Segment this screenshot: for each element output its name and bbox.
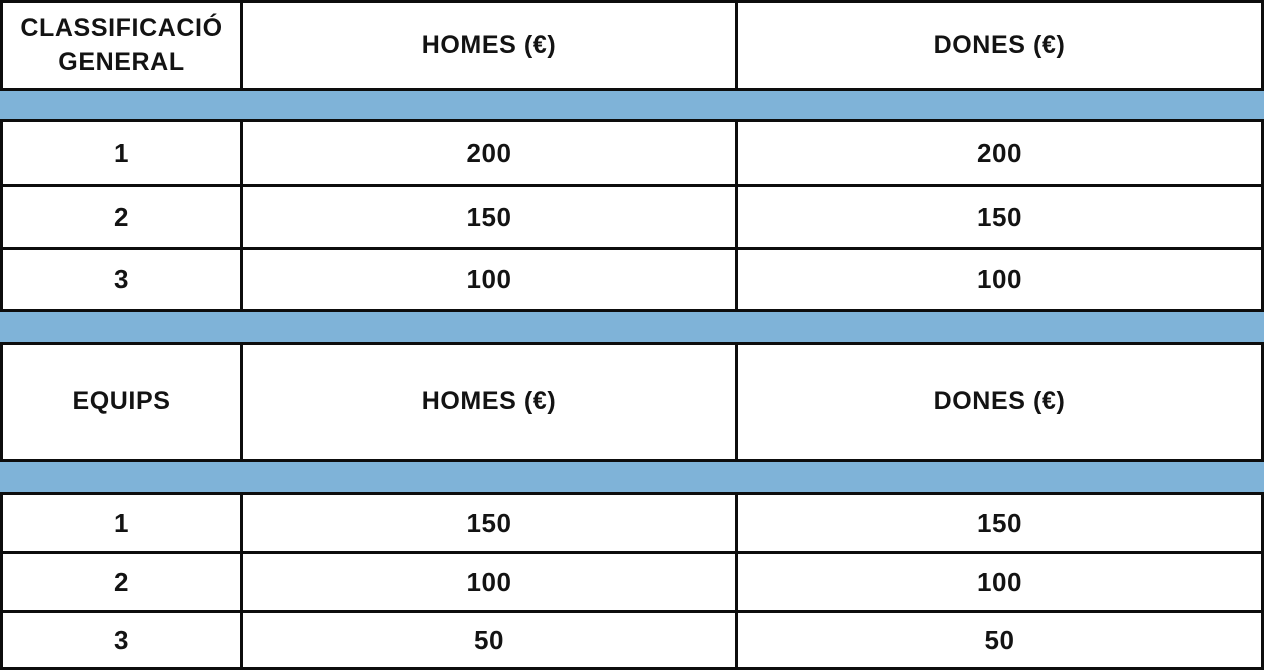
separator-bar-top xyxy=(0,88,1264,119)
homes-prize-cell xyxy=(243,187,738,247)
general-dones-header-cell xyxy=(738,3,1261,88)
position-cell xyxy=(3,495,243,551)
general-row-2 xyxy=(3,184,1261,247)
position-value: 3 xyxy=(114,264,129,294)
homes-prize-cell xyxy=(243,613,738,667)
general-header-row xyxy=(3,3,1261,88)
position-value: 1 xyxy=(114,137,129,168)
homes-prize-value: 200 xyxy=(466,137,512,168)
position-value: 2 xyxy=(114,566,129,597)
equips-row-2 xyxy=(3,551,1261,610)
homes-prize-value: 50 xyxy=(474,624,504,655)
dones-prize-cell xyxy=(738,250,1261,309)
equips-dones-header-cell xyxy=(738,345,1261,459)
position-cell xyxy=(3,122,243,184)
dones-column-label: DONES (€) xyxy=(933,30,1066,59)
position-cell xyxy=(3,187,243,247)
homes-column-label: HOMES (€) xyxy=(421,30,557,59)
homes-prize-value: 150 xyxy=(466,201,512,232)
dones-prize-cell xyxy=(738,187,1261,247)
dones-prize-cell xyxy=(738,554,1261,610)
general-row-1 xyxy=(3,119,1261,184)
homes-prize-cell xyxy=(243,554,738,610)
general-title-label: CLASSIFICACIÓ GENERAL xyxy=(20,13,223,76)
dones-prize-cell xyxy=(738,122,1261,184)
dones-prize-value: 200 xyxy=(977,137,1022,168)
position-value: 2 xyxy=(114,201,129,232)
dones-prize-value: 150 xyxy=(977,507,1022,538)
homes-prize-value: 100 xyxy=(466,566,512,597)
homes-prize-value: 100 xyxy=(466,264,512,294)
dones-prize-value: 100 xyxy=(977,264,1022,294)
dones-prize-value: 150 xyxy=(977,201,1022,232)
homes-prize-value: 150 xyxy=(466,507,512,538)
general-title-cell xyxy=(3,3,243,88)
general-row-3 xyxy=(3,247,1261,309)
equips-title-cell xyxy=(3,345,243,459)
homes-prize-cell xyxy=(243,495,738,551)
position-cell xyxy=(3,554,243,610)
dones-prize-value: 50 xyxy=(984,624,1015,655)
position-value: 3 xyxy=(114,624,129,655)
equips-header-row xyxy=(3,342,1261,459)
homes-column-label: HOMES (€) xyxy=(421,387,557,416)
separator-bar-middle xyxy=(0,309,1264,342)
dones-prize-value: 100 xyxy=(977,566,1022,597)
dones-column-label: DONES (€) xyxy=(933,387,1066,416)
equips-row-1 xyxy=(3,492,1261,551)
equips-row-3 xyxy=(3,610,1261,667)
general-homes-header-cell xyxy=(243,3,738,88)
position-value: 1 xyxy=(114,507,129,538)
position-cell xyxy=(3,613,243,667)
position-cell xyxy=(3,250,243,309)
homes-prize-cell xyxy=(243,250,738,309)
equips-title-label: EQUIPS xyxy=(72,387,171,416)
dones-prize-cell xyxy=(738,495,1261,551)
separator-bar-bottom xyxy=(0,459,1264,492)
homes-prize-cell xyxy=(243,122,738,184)
dones-prize-cell xyxy=(738,613,1261,667)
equips-homes-header-cell xyxy=(243,345,738,459)
